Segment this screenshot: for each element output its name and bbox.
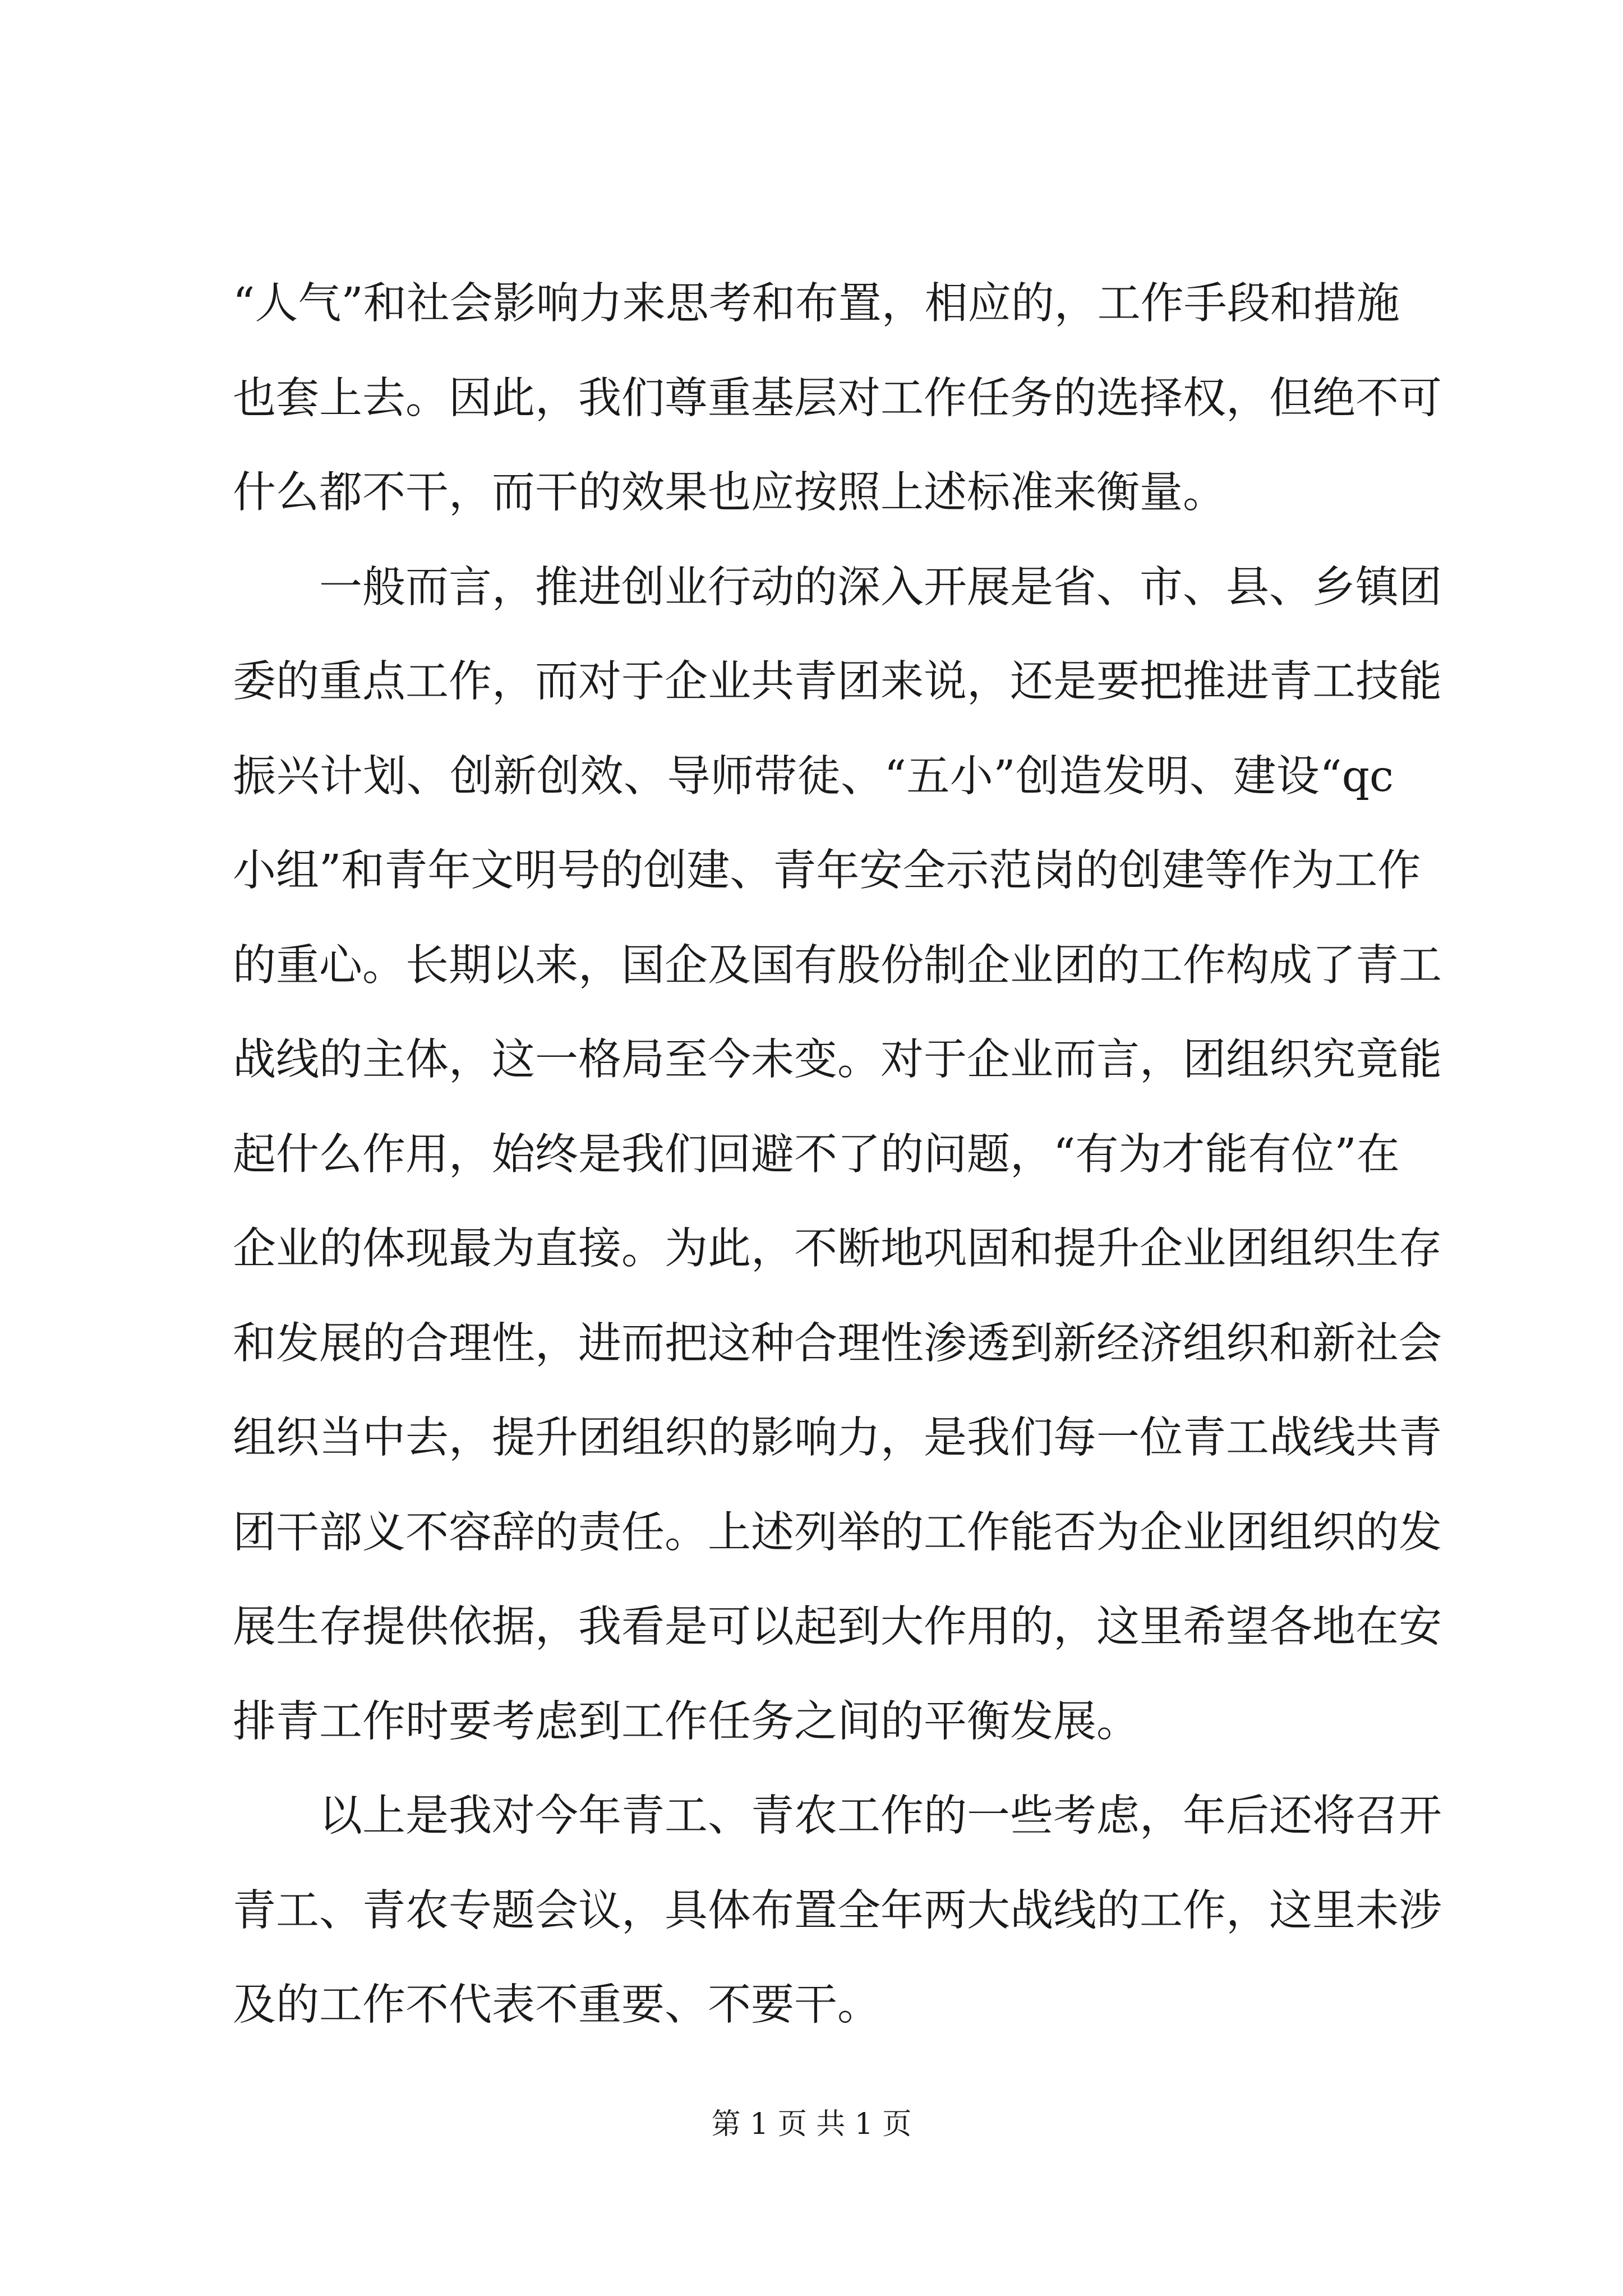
text-line: 青工、青农专题会议，具体布置全年两大战线的工作，这里未涉 [233,1885,1442,1936]
text-line: 和发展的合理性，进而把这种合理性渗透到新经济组织和新社会 [233,1318,1442,1369]
text-line: 展生存提供依据，我看是可以起到大作用的，这里希望各地在安 [233,1602,1442,1652]
document-body [233,257,1442,2053]
text-line: 什么都不干，而干的效果也应按照上述标准来衡量。 [233,468,1226,518]
text-line: 企业的体现最为直接。为此，不断地巩固和提升企业团组织生存 [233,1224,1442,1274]
text-line: 起什么作用，始终是我们回避不了的问题，“有为才能有位”在 [233,1129,1400,1180]
text-line: 振兴计划、创新创效、导师带徒、“五小”创造发明、建设“qc [233,751,1394,802]
text-line: 小组”和青年文明号的创建、青年安全示范岗的创建等作为工作 [233,846,1421,896]
text-line: 的重心。长期以来，国企及国有股份制企业团的工作构成了青工 [233,940,1442,991]
text-line: 组织当中去，提升团组织的影响力，是我们每一位青工战线共青 [233,1413,1442,1463]
text-line: 及的工作不代表不重要、不要干。 [233,1980,880,2030]
page-number-footer: 第 1 页 共 1 页 [711,2108,912,2141]
text-line: 以上是我对今年青工、青农工作的一些考虑，年后还将召开 [319,1791,1442,1841]
text-line: 团干部义不容辞的责任。上述列举的工作能否为企业团组织的发 [233,1507,1442,1558]
text-line: 战线的主体，这一格局至今未变。对于企业而言，团组织究竟能 [233,1035,1442,1085]
text-line: 也套上去。因此，我们尊重基层对工作任务的选择权，但绝不可 [233,373,1442,424]
text-line: 委的重点工作，而对于企业共青团来说，还是要把推进青工技能 [233,657,1442,707]
text-line: 排青工作时要考虑到工作任务之间的平衡发展。 [233,1696,1140,1747]
text-line: “人气”和社会影响力来思考和布置，相应的，工作手段和措施 [233,279,1400,329]
text-line: 一般而言，推进创业行动的深入开展是省、市、县、乡镇团 [319,562,1442,613]
